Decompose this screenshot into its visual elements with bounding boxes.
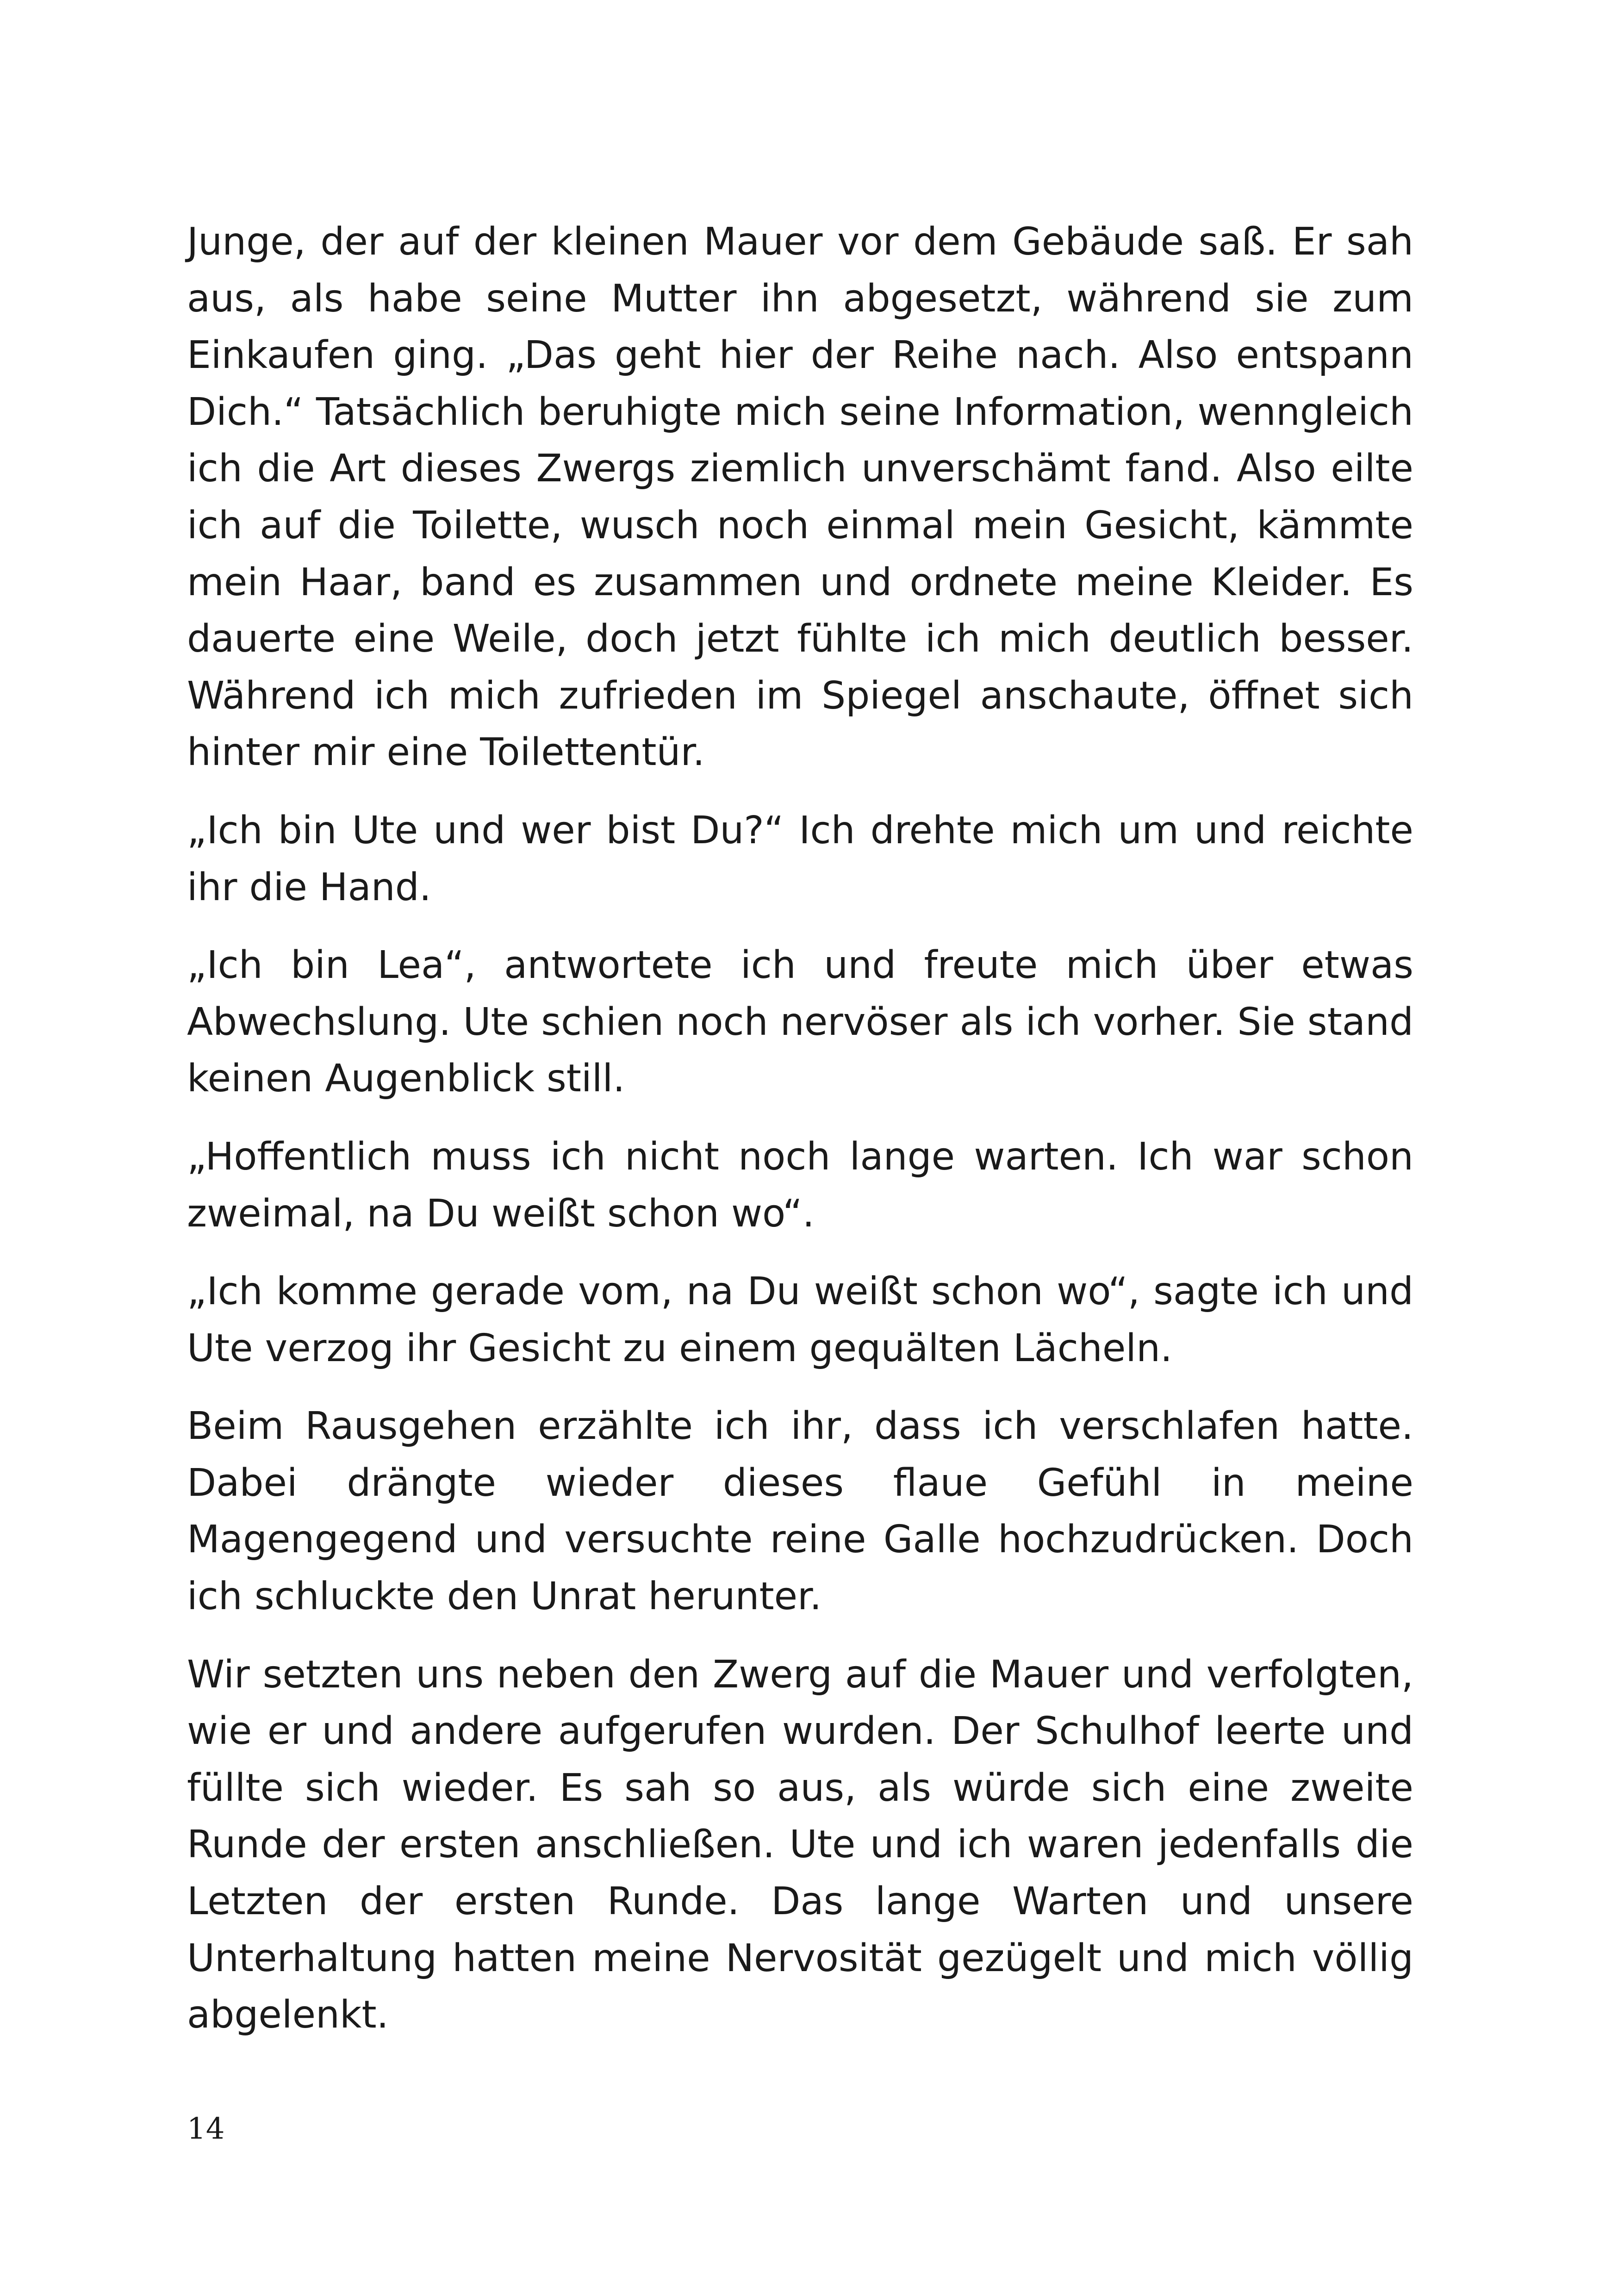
paragraph-6: Beim Rausgehen erzählte ich ihr, dass ich verschlafen hatte. Dabei drängte wieder dieses flaue Gefühl in meine Magengegend und versuchte reine Galle hochzudrücken. Doch ich schluckte den Unrat herunter. bbox=[187, 1404, 1413, 1619]
page-number: 14 bbox=[187, 2112, 225, 2146]
paragraph-2: „Ich bin Ute und wer bist Du?“ Ich drehte mich um und reichte ihr die Hand. bbox=[187, 808, 1413, 909]
paragraph-4: „Hoffentlich muss ich nicht noch lange warten. Ich war schon zweimal, na Du weißt schon wo“. bbox=[187, 1134, 1413, 1236]
paragraph-3: „Ich bin Lea“, antwortete ich und freute mich über etwas Abwechslung. Ute schien noch nervöser als ich vorher. Sie stand keinen Augenblick still. bbox=[187, 943, 1413, 1101]
paragraph-5: „Ich komme gerade vom, na Du weißt schon wo“, sagte ich und Ute verzog ihr Gesicht zu einem gequälten Lächeln. bbox=[187, 1269, 1413, 1370]
paragraph-7: Wir setzten uns neben den Zwerg auf die Mauer und verfolgten, wie er und andere aufgerufen wurden. Der Schulhof leerte und füllte sich wieder. Es sah so aus, als würde sich eine zweite Runde der ersten anschließen. Ute und ich waren jedenfalls die Letzten der ersten Runde. Das lange Warten und unsere Unterhaltung hatten meine Nervosität gezügelt und mich völlig abgelenkt. bbox=[187, 1652, 1413, 2037]
body-text bbox=[187, 214, 1413, 2044]
paragraph-1: Junge, der auf der kleinen Mauer vor dem Gebäude saß. Er sah aus, als habe seine Mutter ihn abgesetzt, während sie zum Einkaufen ging. „Das geht hier der Reihe nach. Also entspann Dich.“ Tatsächlich beruhigte mich seine Information, wenngleich ich die Art dieses Zwergs ziemlich unverschämt fand. Also eilte ich auf die Toilette, wusch noch einmal mein Gesicht, kämmte mein Haar, band es zusammen und ordnete meine Kleider. Es dauerte eine Weile, doch jetzt fühlte ich mich deutlich besser. Während ich mich zufrieden im Spiegel anschaute, öffnet sich hinter mir eine Toilettentür. bbox=[187, 220, 1413, 775]
